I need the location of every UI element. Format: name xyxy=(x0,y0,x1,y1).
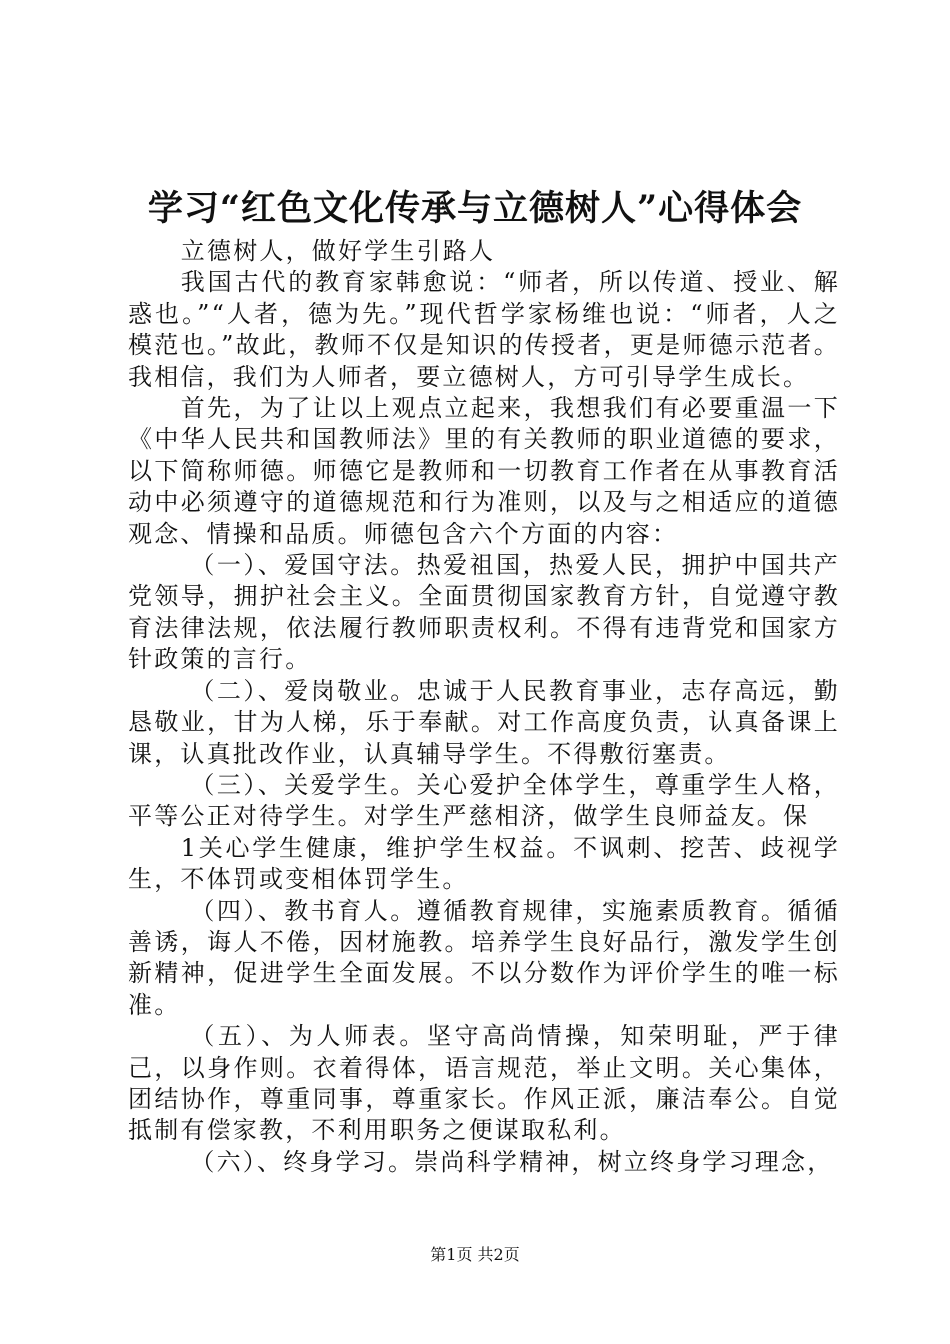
subtitle-paragraph: 立德树人，做好学生引路人 xyxy=(180,237,496,265)
list-item-paragraph: （三）、关爱学生。关心爱护全体学生，尊重学生人格，平等公正对待学生。对学生严慈相济，做学生良师益友。保 xyxy=(128,770,840,831)
body-paragraph: 我国古代的教育家韩愈说：“师者，所以传道、授业、解惑也。”“人者，德为先。”现代哲学家杨维也说：“师者，人之模范也。”故此，教师不仅是知识的传授者，更是师德示范者。我相信，我们为人师者，要立德树人，方可引导学生成长。 xyxy=(128,268,840,391)
body-paragraph: 1关心学生健康，维护学生权益。不讽刺、挖苦、歧视学生，不体罚或变相体罚学生。 xyxy=(128,833,840,894)
list-item-paragraph: （二）、爱岗敬业。忠诚于人民教育事业，志存高远，勤恳敬业，甘为人梯，乐于奉献。对工作高度负责，认真备课上课，认真批改作业，认真辅导学生。不得敷衍塞责。 xyxy=(128,676,840,768)
list-item-paragraph: （五）、为人师表。坚守高尚情操，知荣明耻，严于律己，以身作则。衣着得体，语言规范，举止文明。关心集体，团结协作，尊重同事，尊重家长。作风正派，廉洁奉公。自觉抵制有偿家教，不利用职务之便谋取私利。 xyxy=(128,1022,840,1145)
list-item-paragraph: （六）、终身学习。崇尚科学精神，树立终身学习理念， xyxy=(190,1147,834,1176)
document-title: 学习“红色文化传承与立德树人”心得体会 xyxy=(147,188,803,229)
list-item-paragraph: （一）、爱国守法。热爱祖国，热爱人民，拥护中国共产党领导，拥护社会主义。全面贯彻国家教育方针，自觉遵守教育法律法规，依法履行教师职责权利。不得有违背党和国家方针政策的言行。 xyxy=(128,551,840,674)
page-footer: 第1页 共2页 xyxy=(430,1245,520,1264)
body-paragraph: 首先，为了让以上观点立起来，我想我们有必要重温一下《中华人民共和国教师法》里的有关教师的职业道德的要求，以下简称师德。师德它是教师和一切教育工作者在从事教育活动中必须遵守的道德规范和行为准则，以及与之相适应的道德观念、情操和品质。师德包含六个方面的内容： xyxy=(128,394,840,548)
document-body xyxy=(128,236,840,1178)
list-item-paragraph: （四）、教书育人。遵循教育规律，实施素质教育。循循善诱，诲人不倦，因材施教。培养学生良好品行，激发学生创新精神，促进学生全面发展。不以分数作为评价学生的唯一标准。 xyxy=(128,896,840,1019)
